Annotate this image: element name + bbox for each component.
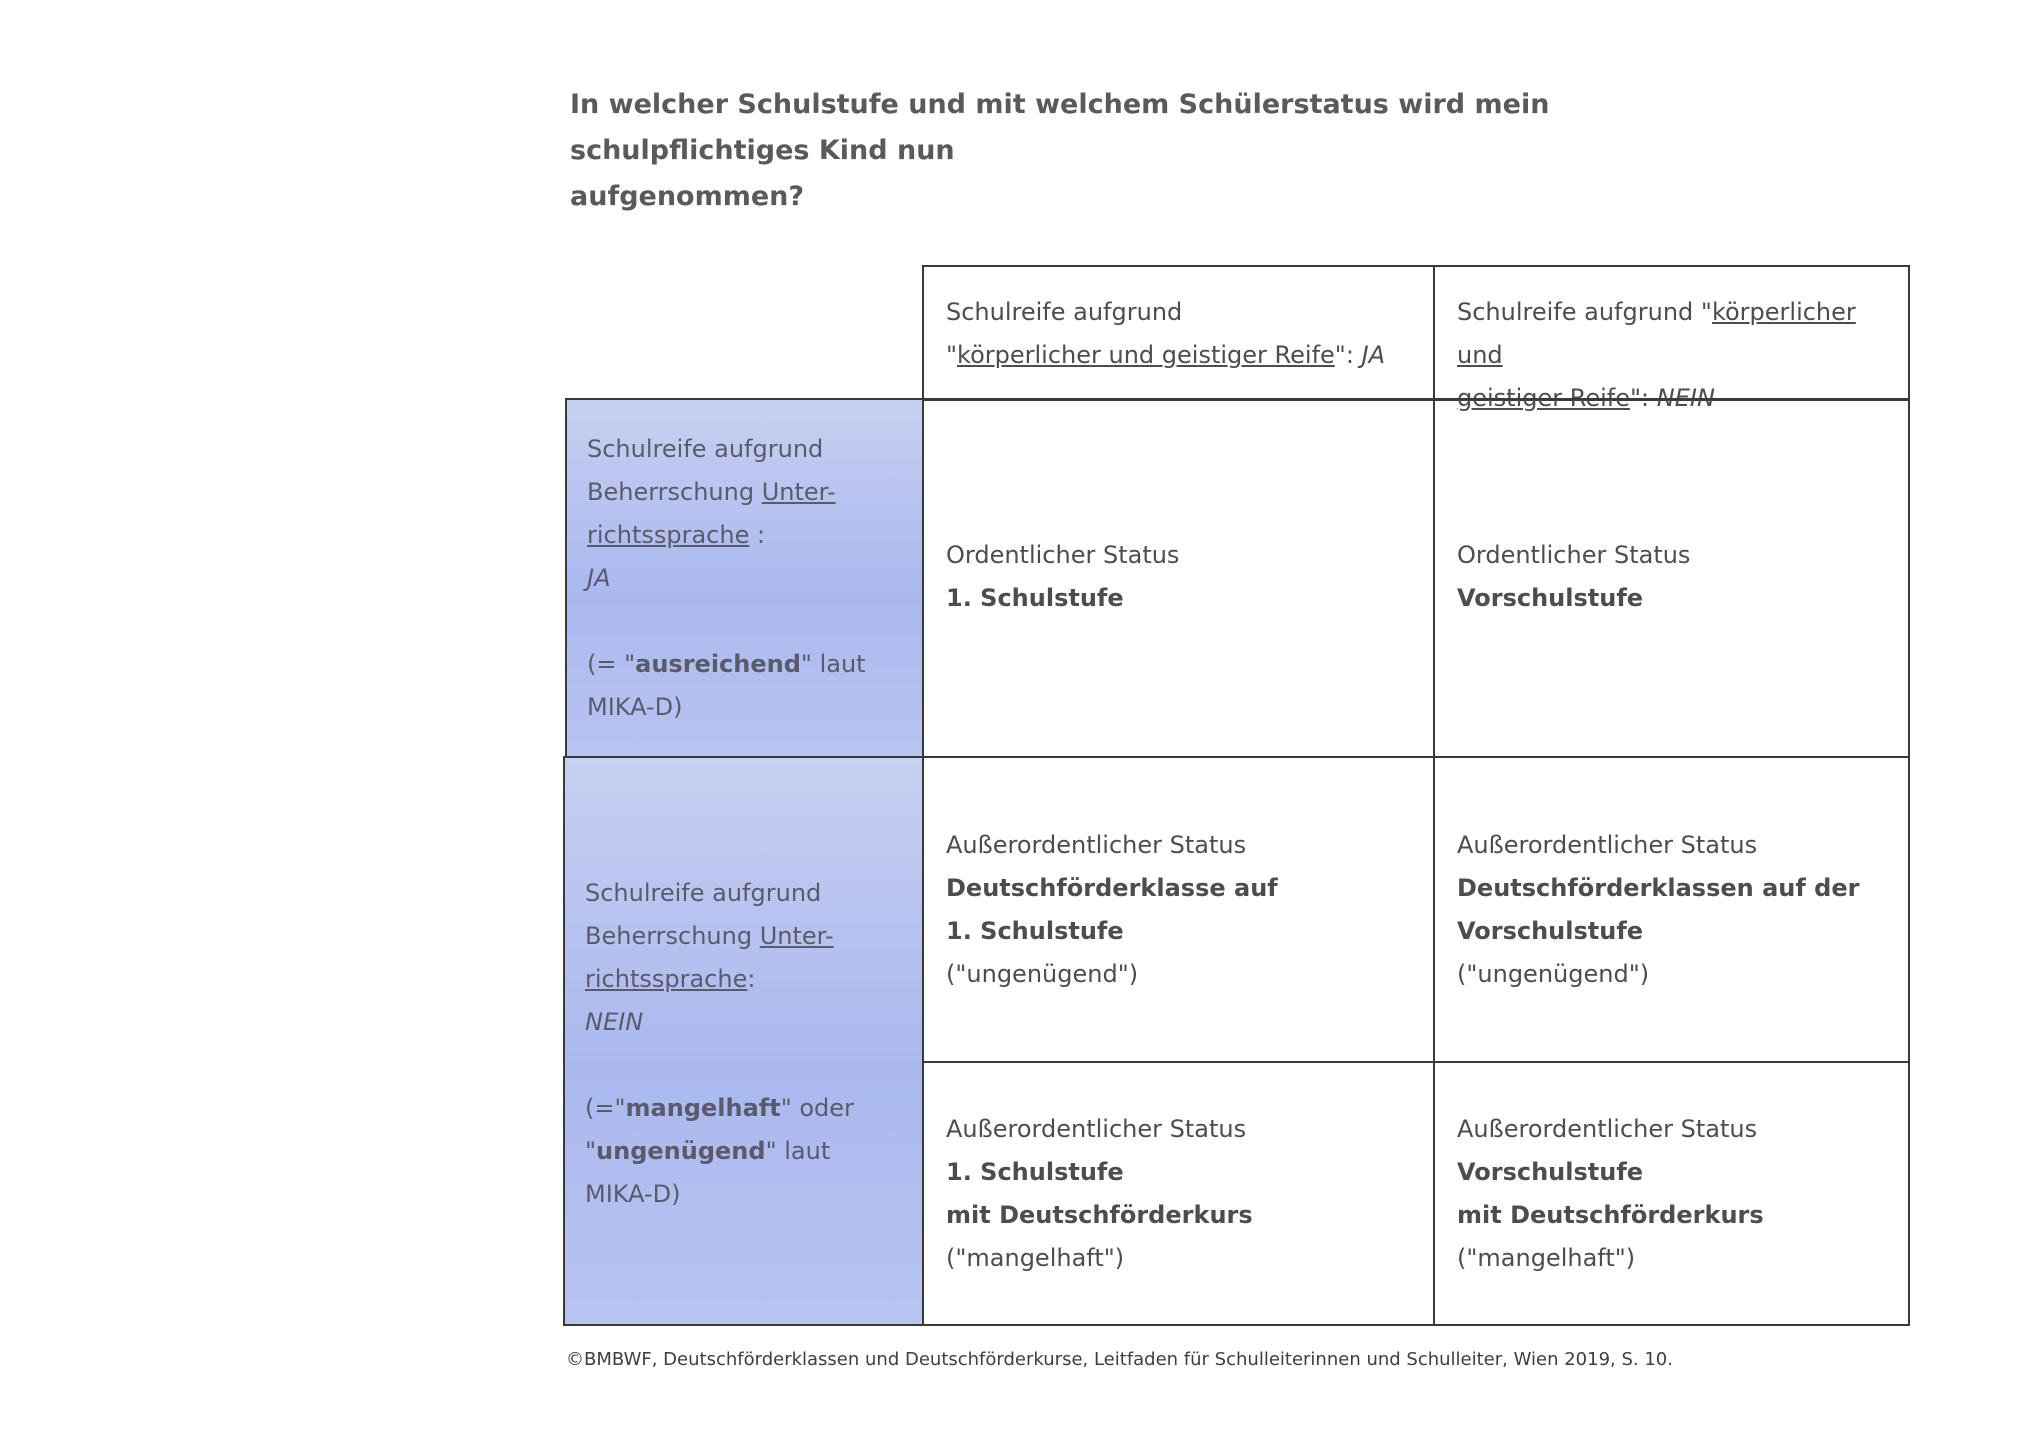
question-line-2: aufgenommen? — [570, 181, 805, 212]
cell-r2c1: Außerordentlicher Status Deutschförderklasse auf 1. Schulstufe ("ungenügend") — [922, 756, 1435, 1063]
cell-r1c1: Ordentlicher Status 1. Schulstufe — [922, 398, 1435, 758]
cell-r3c2: Außerordentlicher Status Vorschulstufe mit Deutschförderkurs ("mangelhaft") — [1433, 1061, 1910, 1326]
col1-line1: Schulreife aufgrund — [946, 298, 1183, 326]
cell-r3c1: Außerordentlicher Status 1. Schulstufe mit Deutschförderkurs ("mangelhaft") — [922, 1061, 1435, 1326]
question-heading — [570, 82, 1770, 220]
row-header-nein: Schulreife aufgrund Beherrschung Unter- richtssprache: NEIN (="mangelhaft" oder "ungenügend" laut MIKA-D) — [563, 756, 924, 1326]
question-line-1: In welcher Schulstufe und mit welchem Schülerstatus wird mein schulpflichtiges Kind nun — [570, 89, 1550, 166]
column-header-nein: Schulreife aufgrund "körperlicher und geistiger Reife": NEIN — [1433, 265, 1910, 401]
col2-answer: NEIN — [1656, 384, 1715, 412]
row2-answer: NEIN — [585, 1008, 644, 1036]
source-citation: ©BMBWF, Deutschförderklassen und Deutschförderkurse, Leitfaden für Schulleiterinnen und Schulleiter, Wien 2019, S. 10. — [566, 1349, 1673, 1370]
column-header-ja: Schulreife aufgrund "körperlicher und geistiger Reife": JA — [922, 265, 1435, 401]
col2-underlined-1: körperlicher und — [1457, 298, 1856, 369]
row-header-ja: Schulreife aufgrund Beherrschung Unter- richtssprache : JA (= "ausreichend" laut MIKA-D) — [565, 398, 924, 758]
col1-underlined: körperlicher und geistiger Reife — [957, 341, 1335, 369]
col2-underlined-2: geistiger Reife — [1457, 384, 1630, 412]
row1-answer: JA — [587, 564, 611, 592]
cell-r1c2: Ordentlicher Status Vorschulstufe — [1433, 398, 1910, 758]
col1-answer: JA — [1361, 341, 1386, 369]
cell-r2c2: Außerordentlicher Status Deutschförderklassen auf der Vorschulstufe ("ungenügend") — [1433, 756, 1910, 1063]
